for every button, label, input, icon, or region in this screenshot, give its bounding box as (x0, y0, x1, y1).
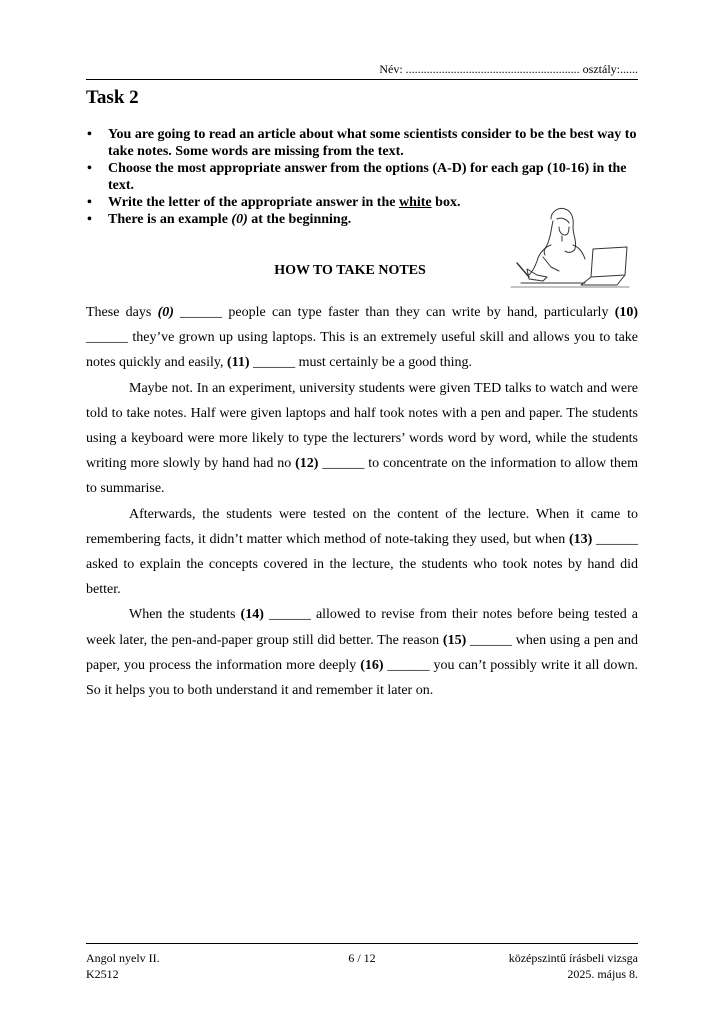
gap-number: (16) (360, 657, 384, 673)
gap-blank: ______ (86, 330, 128, 346)
gap-blank: ______ (180, 305, 223, 320)
gap-blank: ______ (596, 531, 638, 547)
paragraph: These days (0) ______ people can type faster than they can write by hand, particularly (10) ______ they’ve grown up using laptops. This is an extremely useful skill and allows you to take notes quickly and easily, (11) ______ must certainly be a good thing. (86, 305, 639, 371)
gap-number: (15) (442, 632, 467, 648)
gap-blank: ______ (387, 657, 430, 673)
task-title: Task 2 (86, 87, 139, 108)
instruction-item: • Choose the most appropriate answer from the options (A-D) for each gap (10-16) in the text. (86, 160, 638, 194)
paragraph: Afterwards, the students were tested on the content of the lecture. When it came to remembering facts, it didn’t matter which method of note-taking they used, but when (13) ______ asked to explain the concepts covered in the lecture, the students who took notes by hand did better. (86, 506, 638, 598)
name-class-header (86, 62, 638, 77)
gap-number: (14) (240, 607, 264, 623)
page-number: 6 / 12 (348, 951, 376, 965)
gap-number: (13) (568, 531, 593, 547)
paragraph: When the students (14) ______ allowed to revise from their notes before being tested a week later, the pen-and-paper group still did better. The reason (15) ______ when using a pen and paper, you process the information more deeply (16) ______ you can’t possibly write it all down. So it helps you to both understand it and remember it later on. (86, 607, 639, 699)
footer-subject: Angol nyelv II. (86, 951, 160, 965)
footer-rule (86, 943, 638, 944)
class-field-label: osztály:...... (582, 62, 638, 76)
gap-blank: ______ (253, 355, 296, 371)
gap-blank: ______ (268, 607, 311, 623)
gap-blank: ______ (322, 456, 365, 472)
footer-date: 2025. május 8. (567, 967, 638, 981)
instruction-item: • Write the letter of the appropriate answer in the white box. (86, 194, 638, 211)
paragraph: Maybe not. In an experiment, university students were given TED talks to watch and were told to take notes. Half were given laptops and half took notes with a pen and paper. The students using a keyboard were more likely to type the lecturers’ words word by word, while the students writing more slowly by hand had no (12) ______ to concentrate on the information to allow them to summarise. (86, 380, 638, 497)
gap-number: (12) (295, 456, 319, 472)
gap-blank: ______ (470, 632, 512, 648)
footer-right (509, 950, 638, 982)
name-field-label: Név: .......................................................... (379, 62, 580, 76)
footer-code: K2512 (86, 967, 119, 981)
instruction-item: • You are going to read an article about what some scientists consider to be the best way to take notes. Some words are missing from the text. (86, 126, 638, 160)
article-title: HOW TO TAKE NOTES (274, 263, 426, 278)
footer-exam: középszintű írásbeli vizsga (508, 951, 638, 965)
article-body (86, 300, 638, 703)
header-rule (86, 79, 638, 80)
gap-number: (11) (227, 355, 250, 371)
gap-number: (10) (614, 305, 639, 320)
gap-number: (0) (157, 305, 174, 320)
instruction-item: • There is an example (0) at the beginning. (86, 211, 638, 228)
